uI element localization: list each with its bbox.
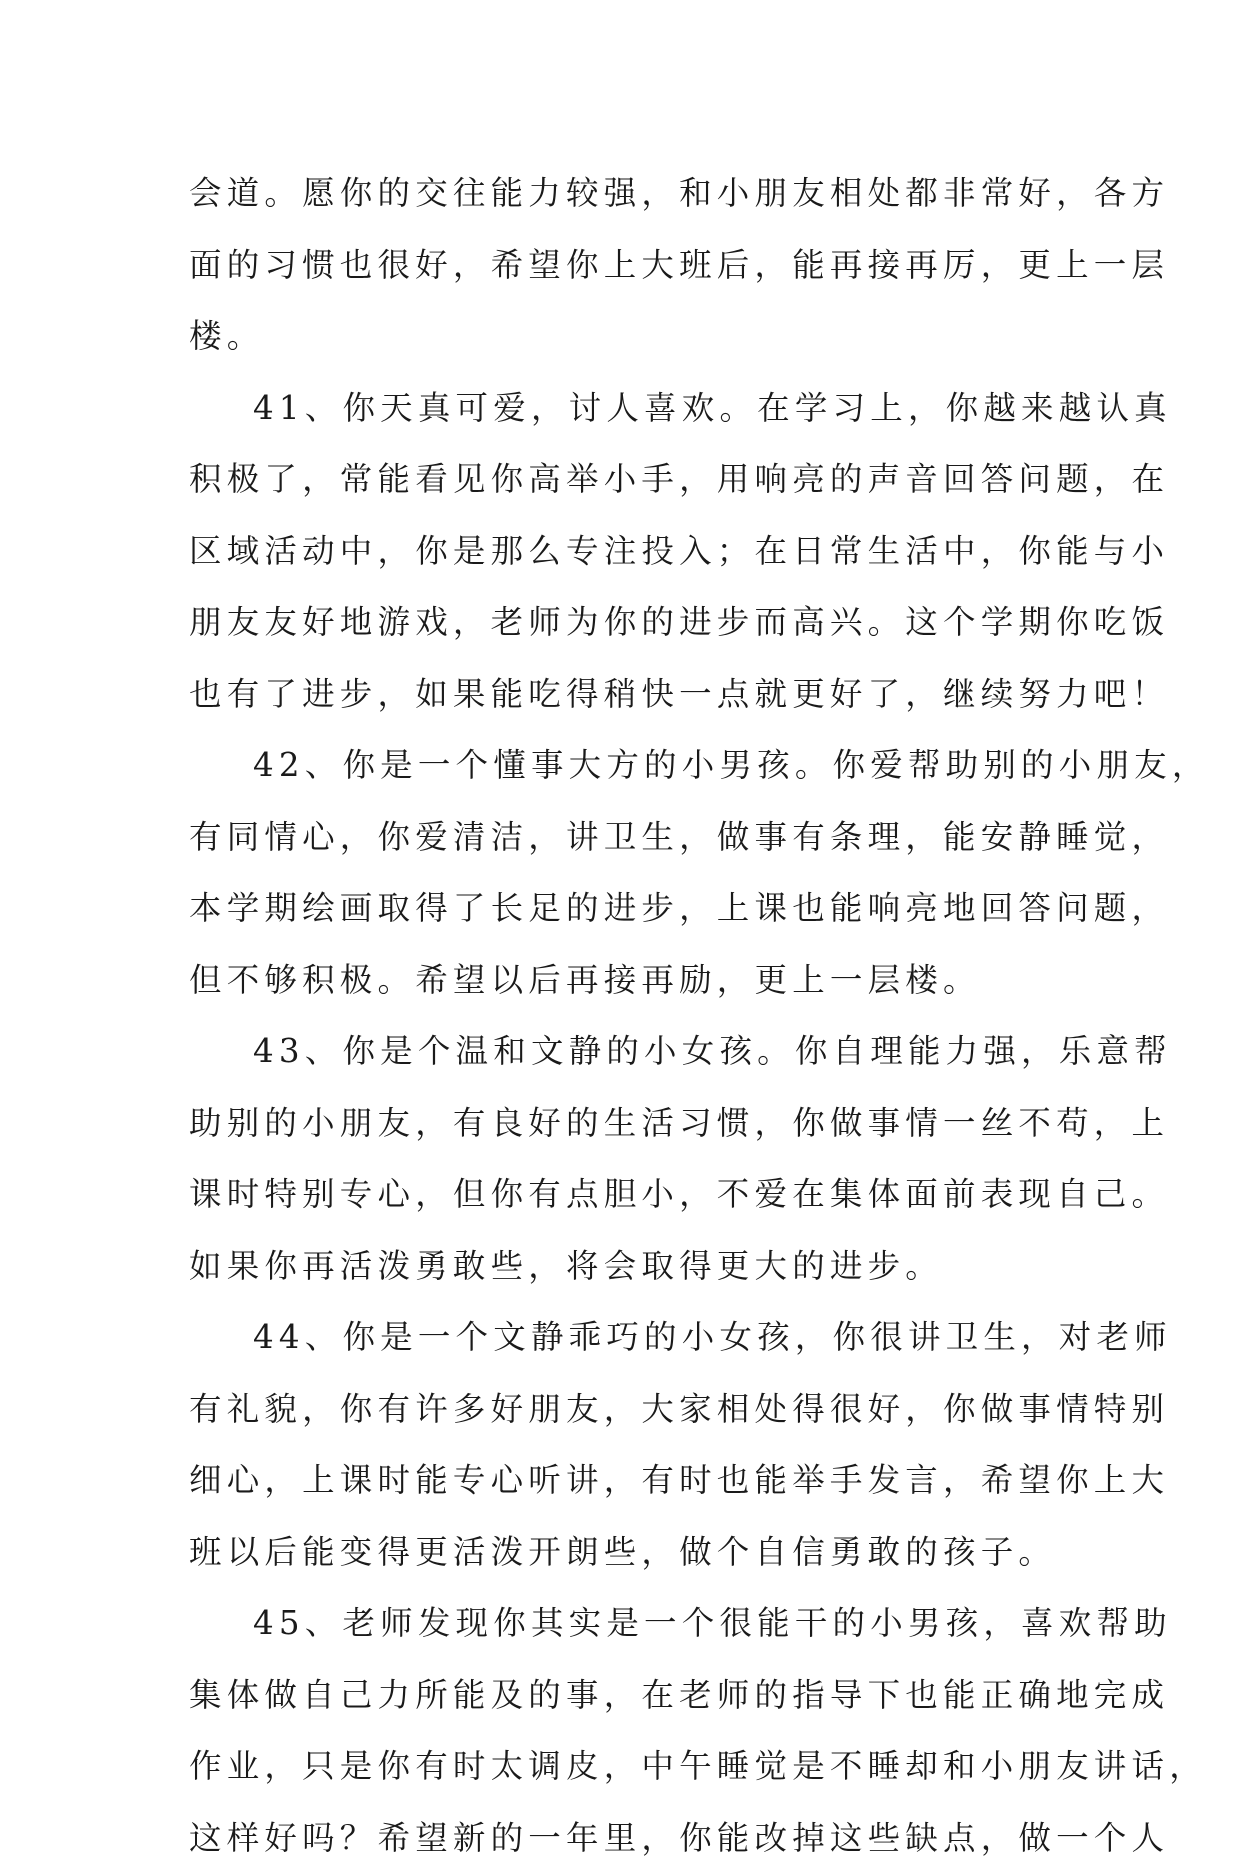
- text-line: 课时特别专心，但你有点胆小，不爱在集体面前表现自己。: [189, 1159, 1061, 1231]
- text-line: 细心，上课时能专心听讲，有时也能举手发言，希望你上大: [189, 1445, 1061, 1517]
- text-line: 集体做自己力所能及的事，在老师的指导下也能正确地完成: [189, 1660, 1061, 1732]
- paragraph-start-43: 43、你是个温和文静的小女孩。你自理能力强，乐意帮: [189, 1016, 1061, 1088]
- text-line: 助别的小朋友，有良好的生活习惯，你做事情一丝不苟，上: [189, 1088, 1061, 1160]
- document-body: [189, 158, 1061, 1874]
- text-line: 有礼貌，你有许多好朋友，大家相处得很好，你做事情特别: [189, 1374, 1061, 1446]
- text-line: 班以后能变得更活泼开朗些，做个自信勇敢的孩子。: [189, 1517, 1061, 1589]
- text-line: 但不够积极。希望以后再接再励，更上一层楼。: [189, 945, 1061, 1017]
- text-line: 楼。: [189, 301, 1061, 373]
- text-line: 也有了进步，如果能吃得稍快一点就更好了，继续努力吧！: [189, 659, 1061, 731]
- paragraph-start-44: 44、你是一个文静乖巧的小女孩，你很讲卫生，对老师: [189, 1302, 1061, 1374]
- text-line: 积极了，常能看见你高举小手，用响亮的声音回答问题，在: [189, 444, 1061, 516]
- paragraph-start-45: 45、老师发现你其实是一个很能干的小男孩，喜欢帮助: [189, 1588, 1061, 1660]
- text-line: 如果你再活泼勇敢些，将会取得更大的进步。: [189, 1231, 1061, 1303]
- text-line: 这样好吗？希望新的一年里，你能改掉这些缺点，做一个人: [189, 1803, 1061, 1874]
- text-line: 面的习惯也很好，希望你上大班后，能再接再厉，更上一层: [189, 230, 1061, 302]
- paragraph-start-41: 41、你天真可爱，讨人喜欢。在学习上，你越来越认真: [189, 373, 1061, 445]
- text-line: 有同情心，你爱清洁，讲卫生，做事有条理，能安静睡觉，: [189, 802, 1061, 874]
- text-line: 会道。愿你的交往能力较强，和小朋友相处都非常好，各方: [189, 158, 1061, 230]
- text-line: 区域活动中，你是那么专注投入；在日常生活中，你能与小: [189, 516, 1061, 588]
- text-line: 作业，只是你有时太调皮，中午睡觉是不睡却和小朋友讲话，: [189, 1731, 1061, 1803]
- paragraph-start-42: 42、你是一个懂事大方的小男孩。你爱帮助别的小朋友，: [189, 730, 1061, 802]
- text-line: 朋友友好地游戏，老师为你的进步而高兴。这个学期你吃饭: [189, 587, 1061, 659]
- text-line: 本学期绘画取得了长足的进步，上课也能响亮地回答问题，: [189, 873, 1061, 945]
